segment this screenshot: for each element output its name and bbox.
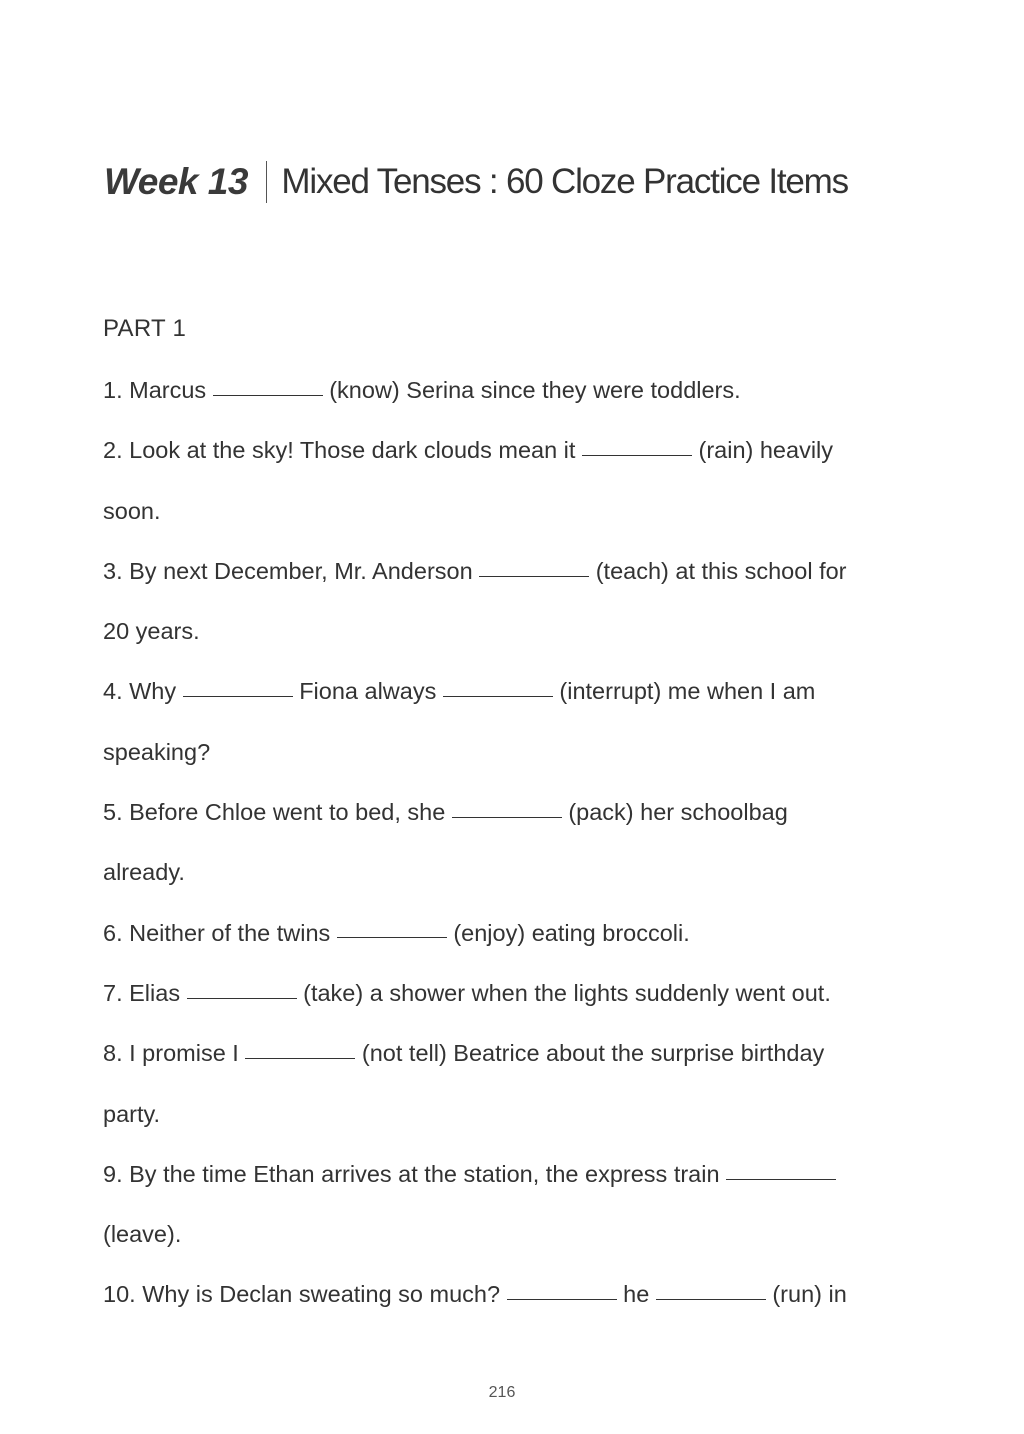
item-line	[103, 360, 913, 420]
answer-blank	[726, 1178, 836, 1180]
item-text: 8. I promise I	[103, 1040, 246, 1067]
item-text: (leave).	[103, 1221, 182, 1248]
answer-blank	[507, 1298, 617, 1300]
item-text: (interrupt) me when I am	[552, 678, 816, 705]
title-divider	[266, 161, 268, 203]
item-text: party.	[103, 1100, 161, 1127]
item-text: Fiona always	[292, 678, 443, 705]
item-line	[103, 722, 913, 782]
answer-blank	[337, 936, 447, 938]
item-text: (enjoy) eating broccoli.	[446, 919, 690, 946]
answer-blank	[479, 575, 589, 577]
answer-blank	[245, 1057, 355, 1059]
item-line	[103, 481, 913, 541]
item-text: 5. Before Chloe went to bed, she	[103, 799, 452, 826]
item-text: (rain) heavily	[691, 437, 834, 464]
item-text: 10. Why is Declan sweating so much?	[103, 1281, 507, 1308]
item-line	[103, 661, 913, 721]
item-line	[103, 601, 913, 661]
part-heading: PART 1	[103, 315, 187, 342]
item-text: 9. By the time Ethan arrives at the station, the express train	[103, 1160, 727, 1187]
item-line	[103, 1264, 913, 1324]
item-text: he	[616, 1281, 656, 1308]
item-line	[103, 842, 913, 902]
answer-blank	[213, 394, 323, 396]
week-label: Week 13	[104, 161, 248, 202]
item-line	[103, 420, 913, 480]
item-line	[103, 1023, 913, 1083]
item-text: (take) a shower when the lights suddenly went out.	[296, 979, 831, 1006]
item-text: 1. Marcus	[103, 377, 213, 403]
item-text: (know) Serina since they were toddlers.	[322, 377, 741, 403]
item-line	[103, 1204, 913, 1264]
item-line	[103, 541, 913, 601]
page-number: 216	[488, 1384, 516, 1401]
answer-blank	[452, 816, 562, 818]
item-line	[103, 963, 913, 1023]
cloze-items	[103, 360, 913, 1325]
answer-blank	[187, 997, 297, 999]
page-title	[104, 152, 848, 212]
answer-blank	[183, 695, 293, 697]
item-text: already.	[103, 859, 185, 886]
answer-blank	[582, 454, 692, 456]
item-line	[103, 1084, 913, 1144]
answer-blank	[443, 695, 553, 697]
item-line	[103, 782, 913, 842]
item-text: 3. By next December, Mr. Anderson	[103, 557, 480, 584]
item-text: soon.	[103, 497, 161, 524]
topic-title: Mixed Tenses : 60 Cloze Practice Items	[281, 162, 848, 201]
item-line	[103, 1144, 913, 1204]
item-text: 20 years.	[103, 618, 200, 645]
item-line	[103, 903, 913, 963]
item-text: (not tell) Beatrice about the surprise birthday	[355, 1040, 825, 1067]
item-text: (run) in	[765, 1281, 847, 1308]
item-text: 7. Elias	[103, 979, 187, 1006]
answer-blank	[656, 1298, 766, 1300]
item-text: (pack) her schoolbag	[561, 799, 788, 826]
item-text: 2. Look at the sky! Those dark clouds mean it	[103, 437, 582, 464]
item-text: 6. Neither of the twins	[103, 919, 337, 946]
item-text: 4. Why	[103, 678, 183, 705]
item-text: (teach) at this school for	[589, 557, 847, 584]
item-text: speaking?	[103, 738, 211, 765]
